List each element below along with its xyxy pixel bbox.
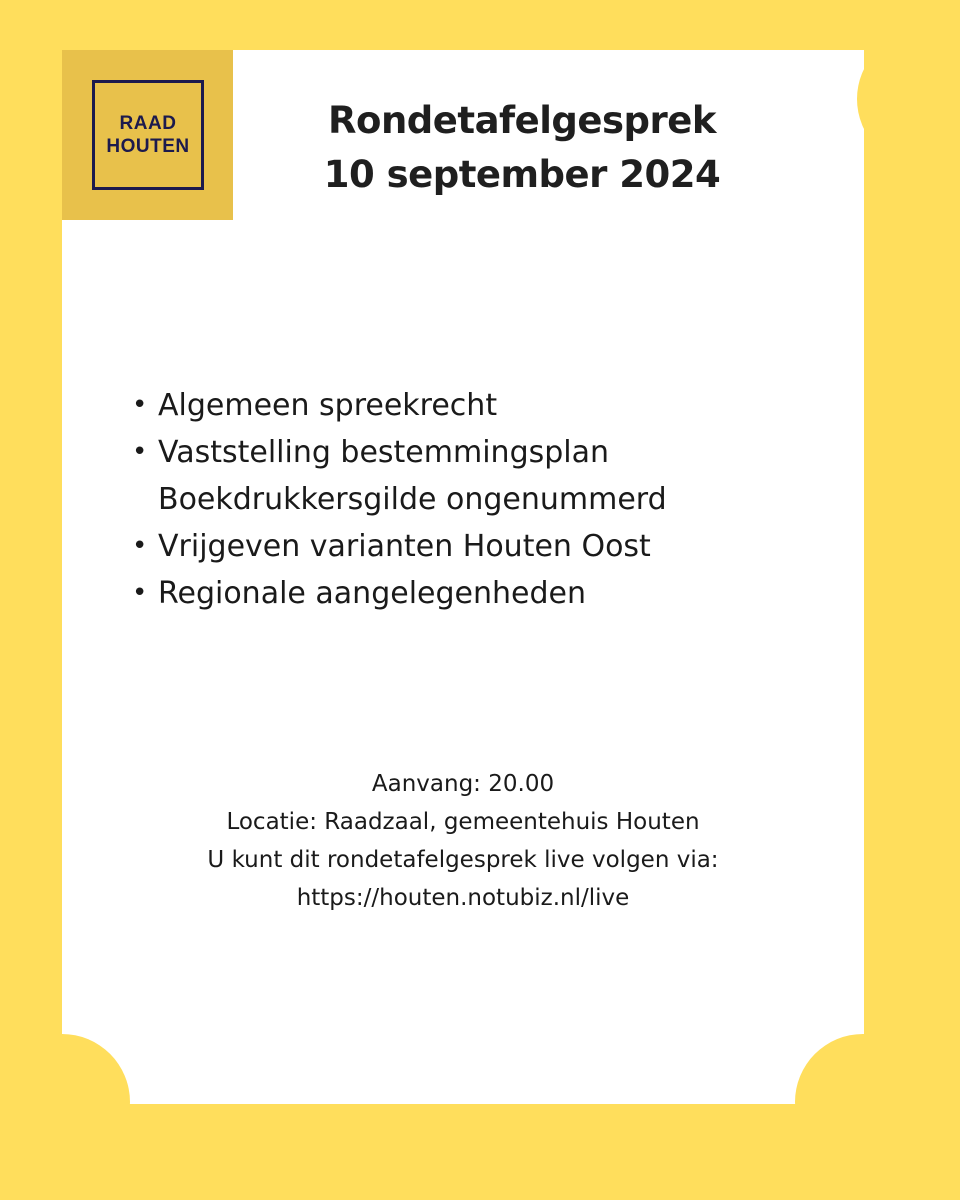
agenda-item-text: Vrijgeven varianten Houten Oost xyxy=(158,529,651,564)
start-time: Aanvang: 20.00 xyxy=(371,771,555,797)
agenda-item-text: Vaststelling bestemmingsplan xyxy=(158,435,610,470)
agenda-item xyxy=(132,382,838,429)
bullet-icon: • xyxy=(132,531,148,561)
agenda-item-text-continued: Boekdrukkersgilde ongenummerd xyxy=(158,482,667,517)
meeting-info xyxy=(62,765,864,917)
livestream-note: U kunt dit rondetafelgesprek live volgen via: xyxy=(207,847,719,873)
agenda-list xyxy=(132,382,838,617)
corner-cutout-bottom-left xyxy=(0,1034,130,1170)
page-title xyxy=(252,94,792,202)
livestream-url: https://houten.notubiz.nl/live xyxy=(296,885,630,911)
agenda-item-text: Regionale aangelegenheden xyxy=(158,576,586,611)
agenda-item xyxy=(132,523,838,570)
location: Locatie: Raadzaal, gemeentehuis Houten xyxy=(226,809,700,835)
raad-houten-logo xyxy=(62,50,233,220)
corner-cutout-top-right xyxy=(857,31,960,167)
title-date: 10 september 2024 xyxy=(323,153,721,196)
poster-card xyxy=(62,50,864,1104)
agenda-item xyxy=(132,570,838,617)
corner-cutout-bottom-right xyxy=(795,1034,931,1170)
agenda-item xyxy=(132,429,838,523)
agenda-item-text: Algemeen spreekrecht xyxy=(158,388,498,423)
title-line1: Rondetafelgesprek xyxy=(328,99,716,142)
logo-text-line2: HOUTEN xyxy=(106,136,190,157)
logo-frame xyxy=(92,80,204,190)
bullet-icon: • xyxy=(132,390,148,420)
bullet-icon: • xyxy=(132,578,148,608)
bullet-icon: • xyxy=(132,437,148,467)
logo-text-line1: RAAD xyxy=(119,113,177,134)
